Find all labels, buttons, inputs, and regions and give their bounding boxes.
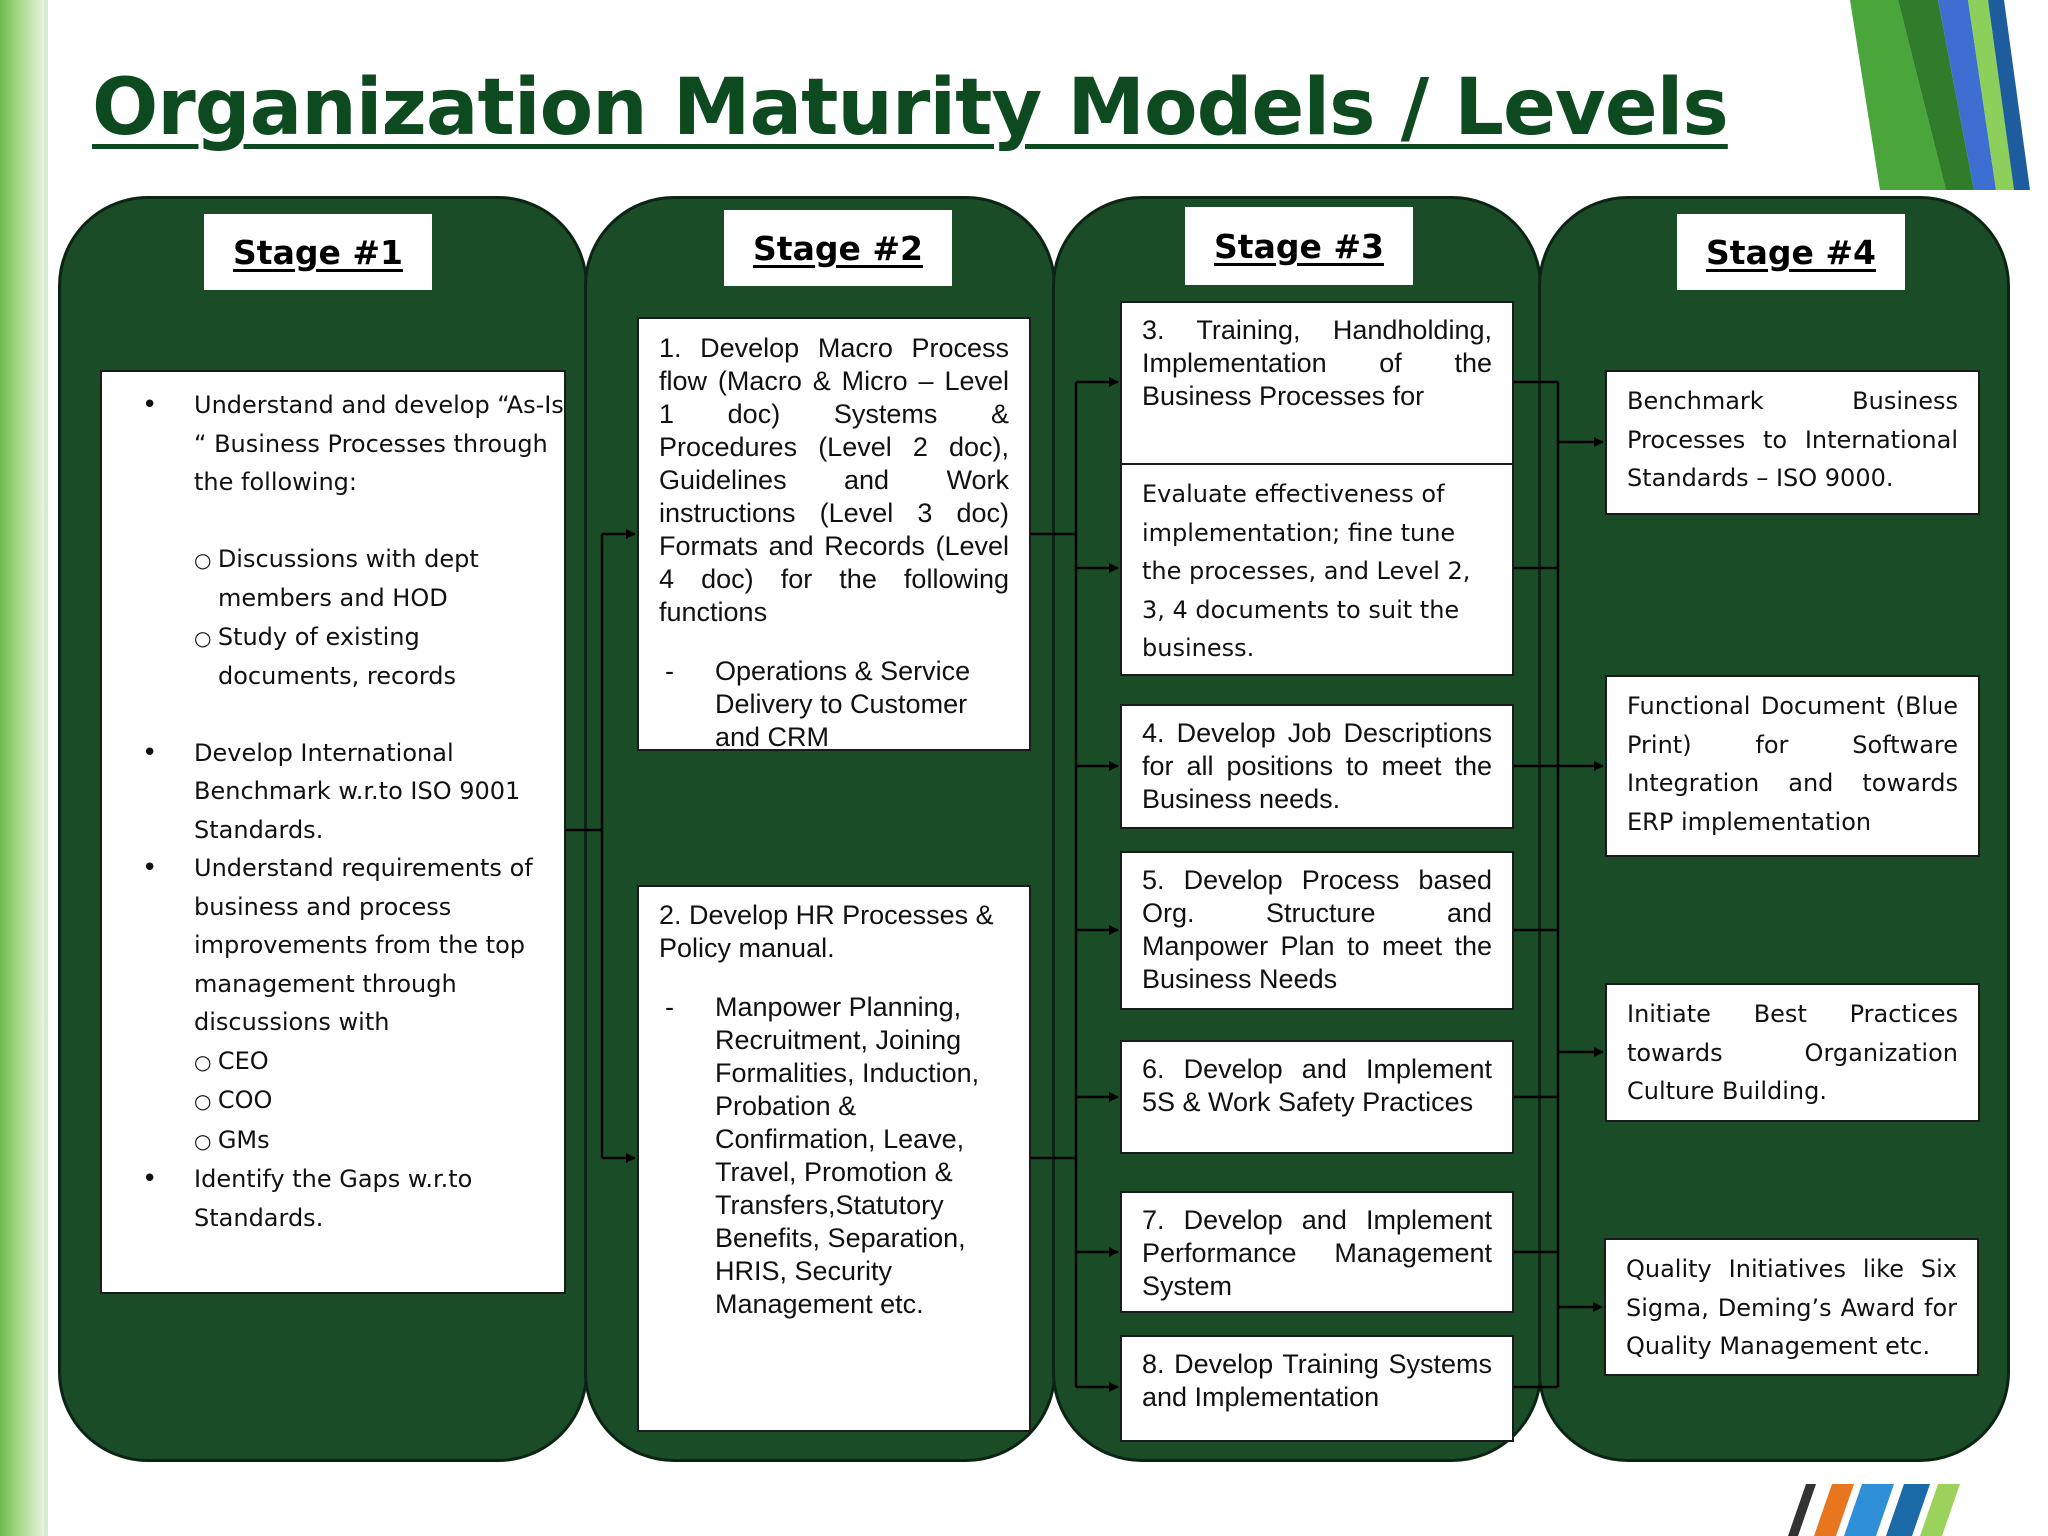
stage-2-box-1-item: - Operations & Service Delivery to Customer and CRM: [659, 655, 1009, 754]
stage-1-bullet-gaps: • Identify the Gaps w.r.to Standards.: [102, 1160, 564, 1237]
stage-3-box-8: 8. Develop Training Systems and Implementation: [1120, 1335, 1514, 1442]
connector-stage2-trunk: [1031, 382, 1076, 1387]
stage-1-sub-item: ○ Discussions with dept members and HOD: [194, 540, 564, 618]
page-title: Organization Maturity Models / Levels: [92, 63, 1728, 153]
connector-stage1-trunk: [566, 534, 602, 1158]
stage-1-bullet-develop: • Develop International Benchmark w.r.to ISO 9001 Standards.: [102, 734, 564, 850]
stage-1-label: Stage #1: [204, 214, 432, 290]
stage-3-box-7: 7. Develop and Implement Performance Management System: [1120, 1191, 1514, 1313]
stage-2-box-1-text: 1. Develop Macro Process flow (Macro & Micro – Level 1 doc) Systems & Procedures (Level 2 doc), Guidelines and Work instructions (Level 3 doc) Formats and Records (Level 4 doc) for the following functions: [659, 333, 1009, 627]
stage-3-box-6: 6. Develop and Implement 5S & Work Safety Practices: [1120, 1040, 1514, 1154]
stage-2-box-2-text: 2. Develop HR Processes & Policy manual.: [659, 900, 994, 963]
stage-1-bullet-3-text: Understand requirements of business and process improvements from the top management through discussions with: [194, 854, 533, 1036]
stage-3-label: Stage #3: [1185, 207, 1413, 285]
connector-stage3-trunk: [1514, 382, 1558, 1387]
stage-4-box-1: Benchmark Business Processes to International Standards – ISO 9000.: [1605, 370, 1980, 515]
stage-1-sub-item: ○ Study of existing documents, records: [194, 618, 564, 696]
stage-4-box-3: Initiate Best Practices towards Organization Culture Building.: [1605, 983, 1980, 1122]
stage-1-sub-item: ○ CEO: [194, 1042, 564, 1082]
stage-2-label: Stage #2: [724, 210, 952, 286]
stage-3-box-4: 4. Develop Job Descriptions for all positions to meet the Business needs.: [1120, 704, 1514, 829]
stage-4-box-2: Functional Document (Blue Print) for Software Integration and towards ERP implementation: [1605, 675, 1980, 857]
stage-1-bullet-1-text: Understand and develop “As-Is “ Business Processes through the following:: [194, 391, 564, 496]
stage-1-sub-item: ○ GMs: [194, 1121, 564, 1161]
stage-2-box-2-item: - Manpower Planning, Recruitment, Joining Formalities, Induction, Probation & Confirmation, Leave, Travel, Promotion & Transfers,Statutory Benefits, Separation, HRIS, Security Management etc.: [659, 991, 1009, 1321]
stage-4-box-4: Quality Initiatives like Six Sigma, Deming’s Award for Quality Management etc.: [1604, 1238, 1979, 1376]
stage-1-sub-item: ○ COO: [194, 1081, 564, 1121]
stage-4-label: Stage #4: [1677, 214, 1905, 290]
stage-3-box-5: 5. Develop Process based Org. Structure and Manpower Plan to meet the Business Needs: [1120, 851, 1514, 1010]
stage-3-box-3-evaluate-text: Evaluate effectiveness of implementation; fine tune the processes, and Level 2, 3, 4 documents to suit the business.: [1142, 480, 1471, 662]
stage-3-box-3-text: 3. Training, Handholding, Implementation of the Business Processes for: [1142, 315, 1492, 411]
